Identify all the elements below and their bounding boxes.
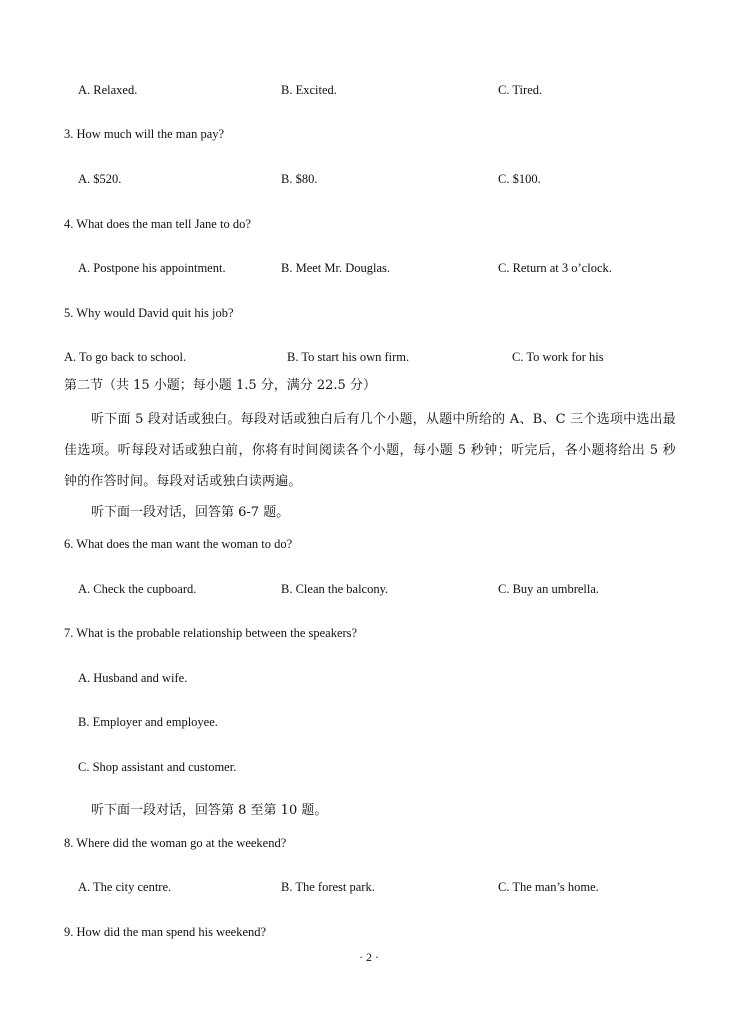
q4-option-a: A. Postpone his appointment. <box>78 261 226 275</box>
q3-option-c: C. $100. <box>498 172 541 186</box>
q2-option-b: B. Excited. <box>281 83 337 97</box>
section-2-instructions: 听下面 5 段对话或独白。每段对话或独白后有几个小题，从题中所给的 A、B、C 三个选项中选出最佳选项。听每段对话或独白前，你将有时间阅读各个小题，每小题 5 秒钟；听完后，各小题将给出 5 秒钟的作答时间。每段对话或独白读两遍。 <box>64 412 676 489</box>
q5-option-c: C. To work for his <box>512 350 604 364</box>
q7-question: 7. What is the probable relationship between the speakers? <box>64 626 358 640</box>
page-number: · 2 · <box>359 950 379 964</box>
section-2-heading: 第二节（共 15 小题；每小题 1.5 分，满分 22.5 分） <box>64 378 376 393</box>
q6-option-a: A. Check the cupboard. <box>78 582 197 596</box>
q8-question: 8. Where did the woman go at the weekend? <box>64 836 287 850</box>
q6-question: 6. What does the man want the woman to do? <box>64 537 293 551</box>
q4-question: 4. What does the man tell Jane to do? <box>64 217 251 231</box>
prompt-questions-6-7: 听下面一段对话，回答第 6-7 题。 <box>91 505 290 520</box>
q6-option-b: B. Clean the balcony. <box>281 582 389 596</box>
q3-option-a: A. $520. <box>78 172 122 186</box>
q2-option-a: A. Relaxed. <box>78 83 138 97</box>
q3-option-b: B. $80. <box>281 172 318 186</box>
q3-question: 3. How much will the man pay? <box>64 127 225 141</box>
q8-option-b: B. The forest park. <box>281 880 375 894</box>
q9-question: 9. How did the man spend his weekend? <box>64 925 267 939</box>
q4-option-b: B. Meet Mr. Douglas. <box>281 261 391 275</box>
q4-option-c: C. Return at 3 o’clock. <box>498 261 612 275</box>
q7-option-c: C. Shop assistant and customer. <box>78 760 237 774</box>
q8-option-c: C. The man’s home. <box>498 880 599 894</box>
q8-option-a: A. The city centre. <box>78 880 172 894</box>
q5-option-b: B. To start his own firm. <box>287 350 410 364</box>
q5-option-a: A. To go back to school. <box>64 350 187 364</box>
q5-question: 5. Why would David quit his job? <box>64 306 234 320</box>
prompt-questions-8-10: 听下面一段对话，回答第 8 至第 10 题。 <box>91 803 328 818</box>
q2-option-c: C. Tired. <box>498 83 543 97</box>
q6-option-c: C. Buy an umbrella. <box>498 582 600 596</box>
q7-option-a: A. Husband and wife. <box>78 671 188 685</box>
q7-option-b: B. Employer and employee. <box>78 715 218 729</box>
